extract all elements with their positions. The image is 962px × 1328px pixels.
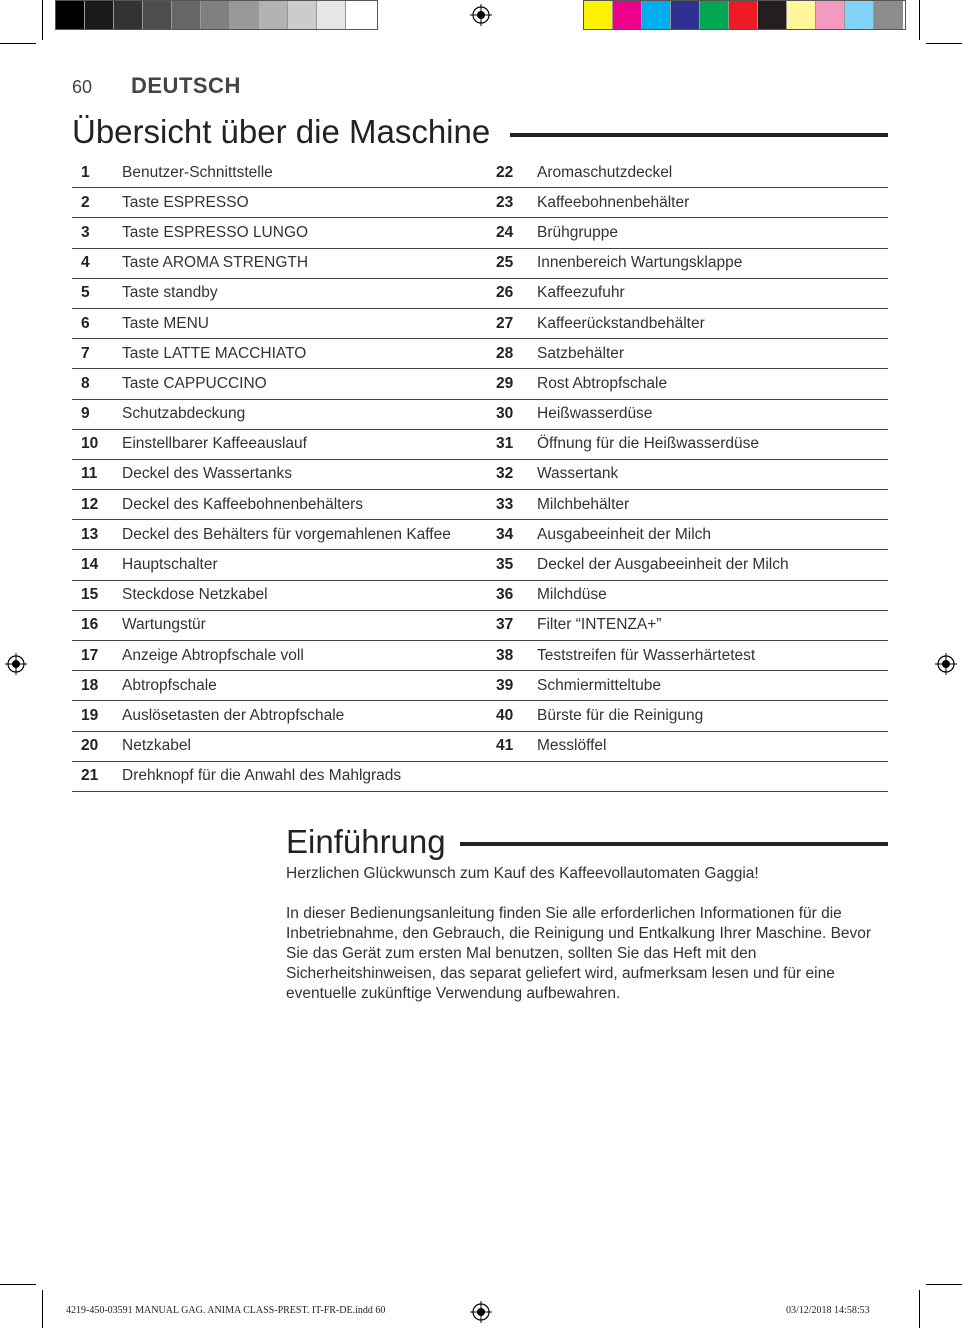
registration-mark-icon: [935, 653, 957, 675]
part-label: Deckel des Wassertanks: [122, 459, 479, 489]
part-label: Netzkabel: [122, 731, 479, 761]
intro-paragraph: In dieser Bedienungsanleitung finden Sie alle erforderlichen Informationen für die Inbetriebnahme, den Gebrauch, die Reinigung und Entkalkung Ihrer Maschine. Bevor Sie das Gerät zum ersten Mal benutzen, sollten Sie das Heft mit den Sicherheitshinweisen, das separat geliefert wird, aufmerksam lesen und für eine eventuelle zukünftige Verwendung aufbewahren.: [286, 905, 872, 1002]
part-label: [537, 761, 888, 791]
part-number: 26: [479, 278, 537, 308]
color-swatch: [845, 1, 874, 29]
part-number: 8: [72, 369, 122, 399]
part-label: Taste ESPRESSO LUNGO: [122, 218, 479, 248]
table-row: [72, 761, 888, 791]
part-label: Öffnung für die Heißwasserdüse: [537, 429, 888, 459]
table-row: [72, 188, 888, 218]
print-slug: 4219-450-03591 MANUAL GAG. ANIMA CLASS-PREST. IT-FR-DE.indd 60: [66, 1305, 386, 1316]
table-row: [72, 459, 888, 489]
part-number: 24: [479, 218, 537, 248]
parts-table: [72, 158, 888, 792]
table-row: [72, 218, 888, 248]
part-number: 6: [72, 308, 122, 338]
part-number: 3: [72, 218, 122, 248]
part-number: 16: [72, 610, 122, 640]
title-rule: [460, 842, 888, 846]
part-label: Taste MENU: [122, 308, 479, 338]
part-label: Satzbehälter: [537, 339, 888, 369]
table-row: [72, 610, 888, 640]
part-number: 33: [479, 490, 537, 520]
table-row: [72, 248, 888, 278]
intro-paragraph: Herzlichen Glückwunsch zum Kauf des Kaffeevollautomaten Gaggia!: [286, 865, 759, 882]
part-number: 20: [72, 731, 122, 761]
language-label: DEUTSCH: [131, 73, 241, 98]
part-number: 7: [72, 339, 122, 369]
color-swatch-bar: [583, 0, 906, 30]
part-label: Taste AROMA STRENGTH: [122, 248, 479, 278]
table-row: [72, 369, 888, 399]
part-number: 35: [479, 550, 537, 580]
color-swatch: [874, 1, 903, 29]
part-label: Milchdüse: [537, 580, 888, 610]
table-row: [72, 308, 888, 338]
part-number: 41: [479, 731, 537, 761]
part-label: Deckel des Behälters für vorgemahlenen Kaffee: [122, 520, 479, 550]
color-swatch: [613, 1, 642, 29]
part-number: 15: [72, 580, 122, 610]
color-swatch: [288, 1, 317, 29]
crop-mark: [919, 1290, 920, 1328]
part-label: Kaffeezufuhr: [537, 278, 888, 308]
part-label: Aromaschutzdeckel: [537, 158, 888, 188]
part-label: Heißwasserdüse: [537, 399, 888, 429]
color-swatch: [816, 1, 845, 29]
color-swatch: [729, 1, 758, 29]
part-label: Brühgruppe: [537, 218, 888, 248]
part-label: Ausgabeeinheit der Milch: [537, 520, 888, 550]
print-date: 03/12/2018 14:58:53: [786, 1305, 870, 1316]
overview-title: Übersicht über die Maschine: [72, 113, 491, 150]
part-number: 1: [72, 158, 122, 188]
part-label: Schutzabdeckung: [122, 399, 479, 429]
table-row: [72, 671, 888, 701]
part-number: 10: [72, 429, 122, 459]
table-row: [72, 490, 888, 520]
part-number: 2: [72, 188, 122, 218]
part-label: Auslösetasten der Abtropfschale: [122, 701, 479, 731]
part-label: Kaffeebohnenbehälter: [537, 188, 888, 218]
part-label: Taste LATTE MACCHIATO: [122, 339, 479, 369]
part-number: 30: [479, 399, 537, 429]
part-label: Drehknopf für die Anwahl des Mahlgrads: [122, 761, 479, 791]
part-number: 40: [479, 701, 537, 731]
part-label: Benutzer-Schnittstelle: [122, 158, 479, 188]
color-swatch: [230, 1, 259, 29]
title-rule: [510, 133, 888, 137]
crop-mark: [0, 1284, 36, 1285]
part-number: 21: [72, 761, 122, 791]
color-swatch: [642, 1, 671, 29]
part-number: 18: [72, 671, 122, 701]
part-label: Hauptschalter: [122, 550, 479, 580]
color-swatch: [259, 1, 288, 29]
table-row: [72, 339, 888, 369]
table-row: [72, 158, 888, 188]
part-label: Rost Abtropfschale: [537, 369, 888, 399]
part-number: 32: [479, 459, 537, 489]
part-number: 14: [72, 550, 122, 580]
part-number: 28: [479, 339, 537, 369]
part-label: Milchbehälter: [537, 490, 888, 520]
crop-mark: [919, 0, 920, 40]
table-row: [72, 701, 888, 731]
part-label: Schmiermitteltube: [537, 671, 888, 701]
table-row: [72, 278, 888, 308]
part-label: Wassertank: [537, 459, 888, 489]
color-swatch: [317, 1, 346, 29]
color-swatch: [201, 1, 230, 29]
part-number: 22: [479, 158, 537, 188]
color-swatch: [787, 1, 816, 29]
part-number: 4: [72, 248, 122, 278]
color-swatch: [700, 1, 729, 29]
intro-text: [286, 864, 888, 1024]
crop-mark: [42, 0, 43, 40]
part-number: 17: [72, 641, 122, 671]
part-number: [479, 761, 537, 791]
part-label: Abtropfschale: [122, 671, 479, 701]
part-label: Taste CAPPUCCINO: [122, 369, 479, 399]
color-swatch: [671, 1, 700, 29]
table-row: [72, 429, 888, 459]
registration-mark-icon: [470, 4, 492, 26]
part-label: Teststreifen für Wasserhärtetest: [537, 641, 888, 671]
color-swatch: [85, 1, 114, 29]
table-row: [72, 731, 888, 761]
table-row: [72, 550, 888, 580]
intro-title: Einführung: [286, 823, 446, 860]
part-number: 11: [72, 459, 122, 489]
part-number: 39: [479, 671, 537, 701]
registration-mark-icon: [5, 653, 27, 675]
crop-mark: [926, 1284, 962, 1285]
table-row: [72, 520, 888, 550]
part-label: Einstellbarer Kaffeeauslauf: [122, 429, 479, 459]
color-swatch: [346, 1, 375, 29]
color-swatch: [172, 1, 201, 29]
part-label: Deckel des Kaffeebohnenbehälters: [122, 490, 479, 520]
part-number: 27: [479, 308, 537, 338]
part-label: Filter “INTENZA+”: [537, 610, 888, 640]
part-number: 37: [479, 610, 537, 640]
part-number: 13: [72, 520, 122, 550]
page-number: 60: [72, 77, 93, 97]
part-number: 29: [479, 369, 537, 399]
part-label: Deckel der Ausgabeeinheit der Milch: [537, 550, 888, 580]
part-label: Taste standby: [122, 278, 479, 308]
part-number: 19: [72, 701, 122, 731]
registration-mark-icon: [470, 1301, 492, 1323]
table-row: [72, 641, 888, 671]
table-row: [72, 399, 888, 429]
part-label: Messlöffel: [537, 731, 888, 761]
color-swatch: [758, 1, 787, 29]
table-row: [72, 580, 888, 610]
part-label: Wartungstür: [122, 610, 479, 640]
part-number: 36: [479, 580, 537, 610]
part-number: 12: [72, 490, 122, 520]
part-number: 25: [479, 248, 537, 278]
part-label: Anzeige Abtropfschale voll: [122, 641, 479, 671]
part-number: 34: [479, 520, 537, 550]
part-label: Taste ESPRESSO: [122, 188, 479, 218]
part-number: 23: [479, 188, 537, 218]
part-label: Bürste für die Reinigung: [537, 701, 888, 731]
part-number: 9: [72, 399, 122, 429]
color-swatch: [56, 1, 85, 29]
part-number: 5: [72, 278, 122, 308]
crop-mark: [42, 1290, 43, 1328]
part-number: 38: [479, 641, 537, 671]
crop-mark: [926, 43, 962, 44]
color-swatch: [143, 1, 172, 29]
color-swatch: [584, 1, 613, 29]
part-label: Kaffeerückstandbehälter: [537, 308, 888, 338]
part-label: Innenbereich Wartungsklappe: [537, 248, 888, 278]
crop-mark: [0, 43, 36, 44]
grayscale-color-bar: [55, 0, 378, 30]
part-label: Steckdose Netzkabel: [122, 580, 479, 610]
color-swatch: [114, 1, 143, 29]
part-number: 31: [479, 429, 537, 459]
